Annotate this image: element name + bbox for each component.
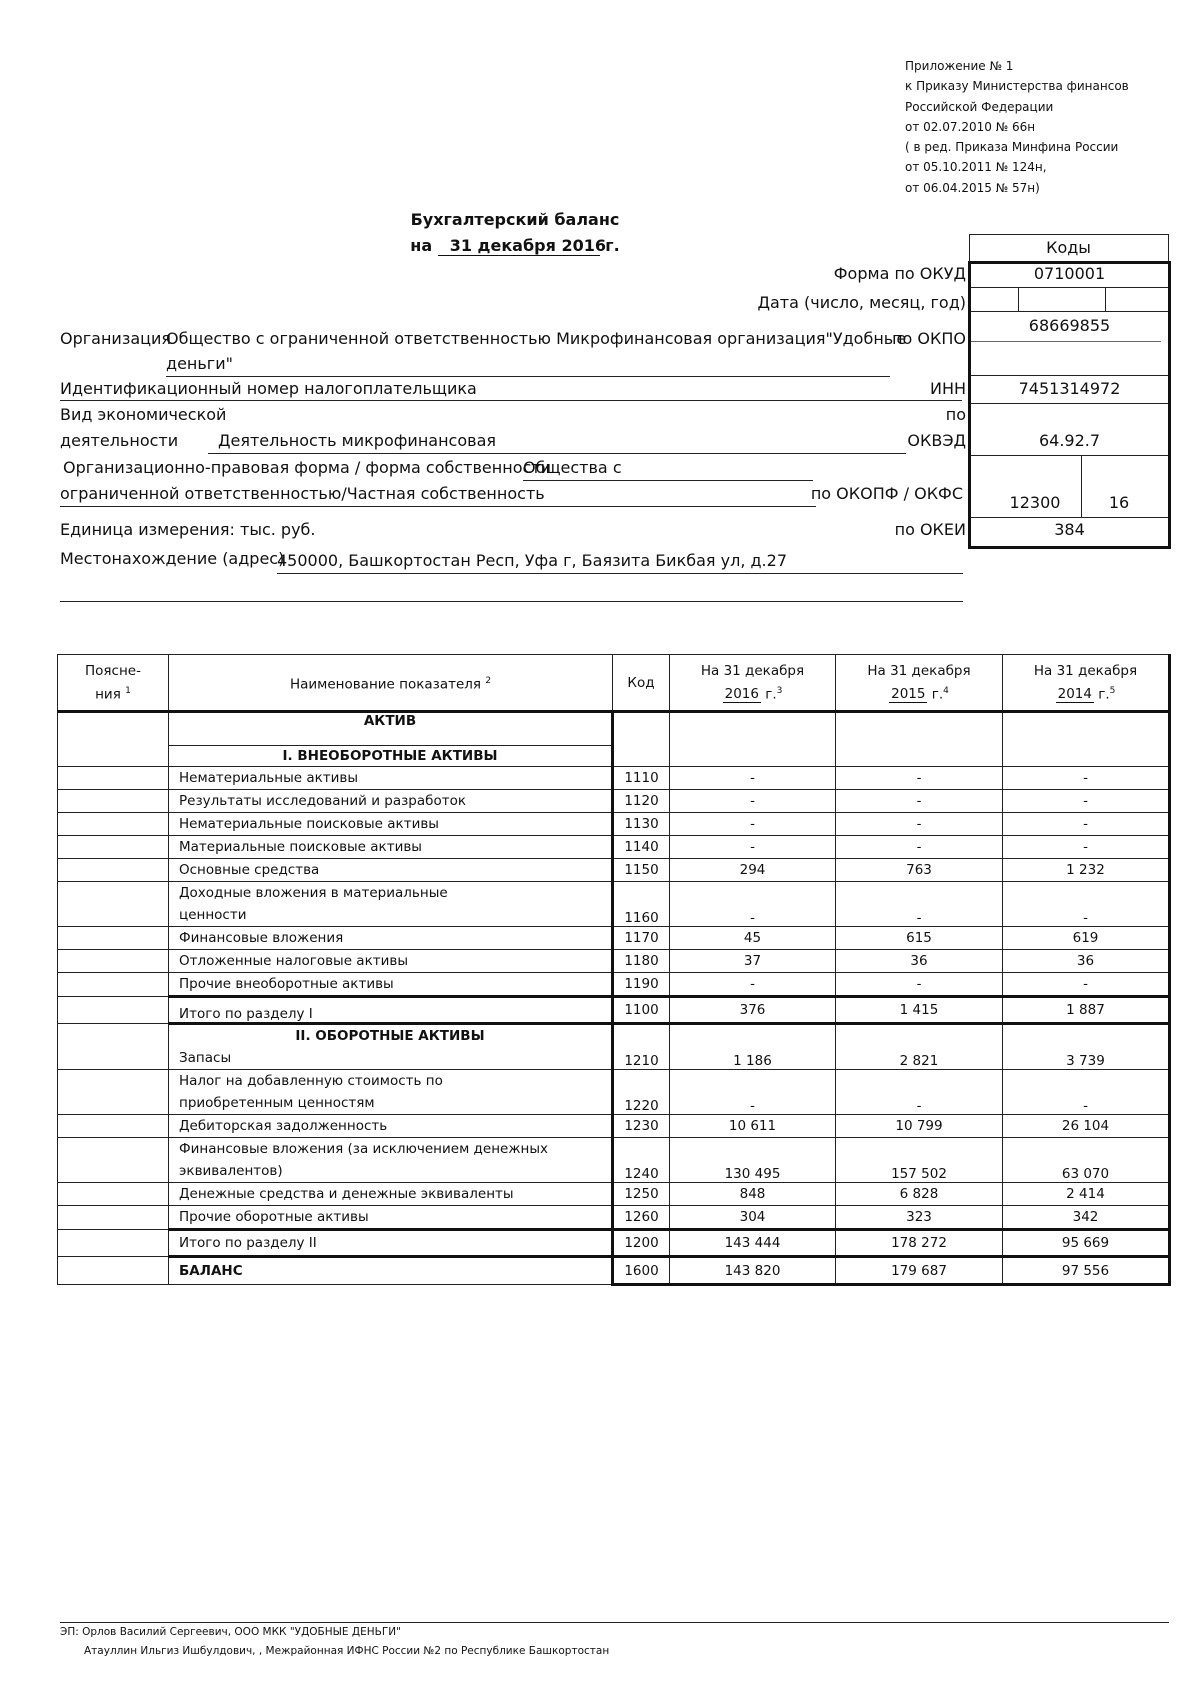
section-2-title: II. ОБОРОТНЫЕ АКТИВЫ [295, 1028, 485, 1044]
header-period-2015: На 31 декабря 2015 г.$^4$ [836, 655, 1003, 712]
inn-label: Идентификационный номер налогоплательщика [60, 379, 477, 398]
title-prefix: на [410, 236, 433, 255]
okved-label-1: по [945, 405, 966, 424]
okved-code: 64.92.7 [1038, 431, 1101, 450]
table-row: Прочие внеоборотные активы 1190 - - - [58, 973, 1170, 997]
okfs-code: 16 [1108, 493, 1130, 512]
appendix-line: от 05.10.2011 № 124н, [905, 160, 1047, 175]
table-row: Отложенные налоговые активы 1180 37 36 36 [58, 950, 1170, 973]
legal-form-value-1: Общества с [523, 458, 622, 477]
table-row [58, 712, 1170, 746]
org-name-line2: деньги" [166, 354, 233, 373]
okpo-label: по ОКПО [892, 329, 966, 348]
okei-code: 384 [1054, 520, 1085, 539]
signature-line-1: ЭП: Орлов Василий Сергеевич, ООО МКК "УДОБНЫЕ ДЕНЬГИ" [60, 1626, 401, 1638]
okopf-label: по ОКОПФ / ОКФС [810, 484, 963, 503]
table-row: II. ОБОРОТНЫЕ АКТИВЫ Запасы 1210 1 186 2 821 3 739 [58, 1024, 1170, 1070]
table-row: Финансовые вложения 1170 45 615 619 [58, 927, 1170, 950]
unit-label: Единица измерения: тыс. руб. [60, 520, 316, 539]
codes-header: Коды [1046, 238, 1091, 257]
okud-code: 0710001 [1033, 264, 1106, 283]
okved-label-2: ОКВЭД [907, 431, 966, 450]
appendix-line: от 02.07.2010 № 66н [905, 119, 1036, 134]
table-row-total: Итого по разделу I 1100 376 1 415 1 887 [58, 997, 1170, 1024]
org-name-line1: Общество с ограниченной ответственностью Микрофинансовая организация"Удобные [166, 329, 907, 348]
okopf-code: 12300 [1009, 493, 1061, 512]
org-label: Организация [60, 329, 172, 348]
header-code: Код [613, 655, 670, 712]
okpo-code: 68669855 [1028, 316, 1111, 335]
appendix-line: к Приказу Министерства финансов [905, 79, 1129, 94]
table-row: Доходные вложения в материальные ценности 1160 - - - [58, 882, 1170, 927]
date-label: Дата (число, месяц, год) [757, 293, 966, 312]
table-row: Нематериальные поисковые активы 1130 - - - [58, 813, 1170, 836]
title-suffix: г. [605, 236, 620, 255]
table-row-balance: БАЛАНС 1600 143 820 179 687 97 556 [58, 1257, 1170, 1285]
header-notes: Поясне- ния $^1$ [58, 655, 169, 712]
okud-label: Форма по ОКУД [833, 264, 966, 283]
appendix-note [905, 56, 1129, 198]
activity-label-1: Вид экономической [60, 405, 227, 424]
activity-value: Деятельность микрофинансовая [218, 431, 496, 450]
document-title: Бухгалтерский баланс [410, 210, 620, 229]
inn-label-right: ИНН [929, 379, 966, 398]
section-1-title: I. ВНЕОБОРОТНЫЕ АКТИВЫ [169, 746, 613, 767]
table-row: Денежные средства и денежные эквиваленты 1250 848 6 828 2 414 [58, 1183, 1170, 1206]
table-row: Прочие оборотные активы 1260 304 323 342 [58, 1206, 1170, 1230]
table-row-total: Итого по разделу II 1200 143 444 178 272 95 669 [58, 1230, 1170, 1257]
table-row: Основные средства 1150 294 763 1 232 [58, 859, 1170, 882]
document-date-line [0, 236, 1030, 256]
appendix-line: от 06.04.2015 № 57н) [905, 180, 1040, 195]
table-row: Дебиторская задолженность 1230 10 611 10 799 26 104 [58, 1115, 1170, 1138]
balance-table [57, 654, 1171, 1286]
table-row: Результаты исследований и разработок 1120 - - - [58, 790, 1170, 813]
legal-form-value-2: ограниченной ответственностью/Частная собственность [60, 484, 545, 503]
appendix-line: ( в ред. Приказа Минфина России [905, 140, 1119, 155]
inn-code: 7451314972 [1018, 379, 1121, 398]
signature-line-2: Атауллин Ильгиз Ишбулдович, , Межрайонная ИФНС России №2 по Республике Башкортостан [84, 1645, 610, 1657]
header-period-2014: На 31 декабря 2014 г.$^5$ [1003, 655, 1170, 712]
header-indicator: Наименование показателя $^2$ [169, 655, 613, 712]
address-label: Местонахождение (адрес) [60, 549, 285, 568]
table-row: Нематериальные активы 1110 - - - [58, 767, 1170, 790]
section-aktiv: АКТИВ [169, 712, 613, 746]
legal-form-label: Организационно-правовая форма / форма собственности [63, 458, 551, 477]
okei-label: по ОКЕИ [894, 520, 966, 539]
address-value: 450000, Башкортостан Респ, Уфа г, Баязита Бикбая ул, д.27 [277, 551, 787, 570]
appendix-line: Приложение № 1 [905, 59, 1014, 73]
table-row: Налог на добавленную стоимость по приобретенным ценностям 1220 - - - [58, 1070, 1170, 1115]
header-period-2016: На 31 декабря 2016 г.$^3$ [670, 655, 836, 712]
appendix-line: Российской Федерации [905, 99, 1054, 114]
title-date: 31 декабря 2016 [438, 236, 600, 256]
activity-label-2: деятельности [60, 431, 179, 450]
table-row: Материальные поисковые активы 1140 - - - [58, 836, 1170, 859]
table-row: Финансовые вложения (за исключением денежных эквивалентов) 1240 130 495 157 502 63 070 [58, 1138, 1170, 1183]
